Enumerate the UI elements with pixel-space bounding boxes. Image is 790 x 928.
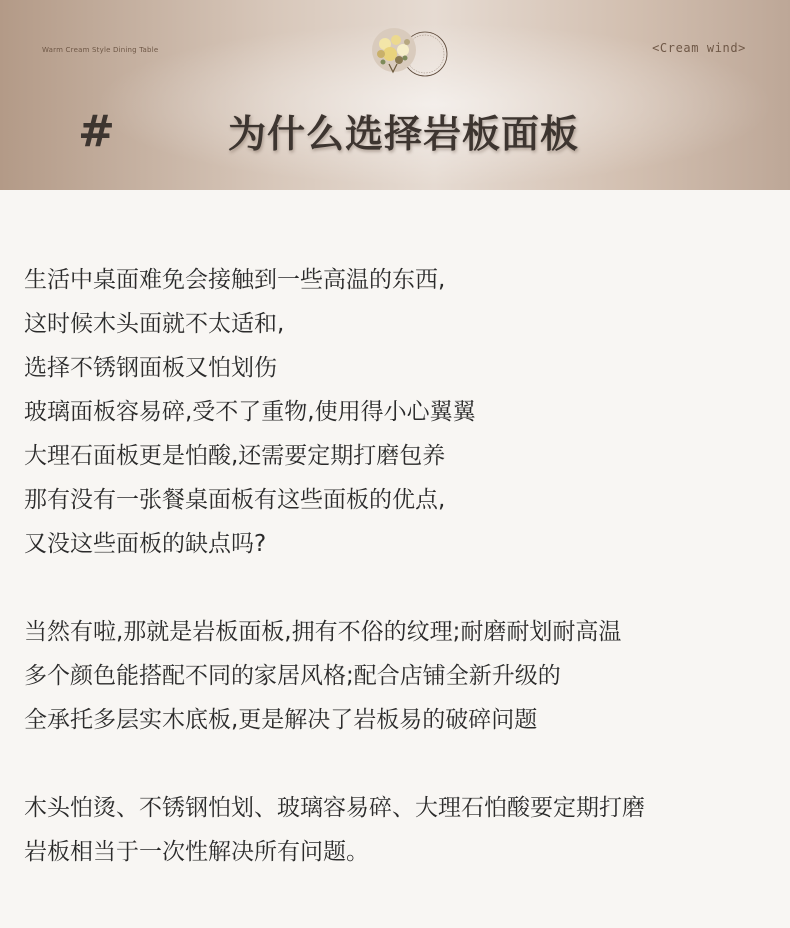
- article-body: [24, 258, 774, 874]
- text-line: 那有没有一张餐桌面板有这些面板的优点,: [24, 487, 446, 513]
- text-line: 选择不锈钢面板又怕划伤: [24, 355, 277, 381]
- hash-mark: #: [78, 106, 115, 157]
- text-line: 木头怕烫、不锈钢怕划、玻璃容易碎、大理石怕酸要定期打磨: [24, 795, 645, 821]
- paragraph-spacer: [24, 566, 774, 610]
- paragraph-solution: [24, 610, 774, 742]
- paragraph-spacer: [24, 742, 774, 786]
- text-line: 大理石面板更是怕酸,还需要定期打磨包养: [24, 443, 446, 469]
- text-line: 当然有啦,那就是岩板面板,拥有不俗的纹理;耐磨耐划耐高温: [24, 619, 622, 645]
- flower-bouquet-logo-icon: [363, 24, 453, 84]
- header-banner: [0, 0, 790, 190]
- text-line: 多个颜色能搭配不同的家居风格;配合店铺全新升级的: [24, 663, 561, 689]
- text-line: 玻璃面板容易碎,受不了重物,使用得小心翼翼: [24, 399, 476, 425]
- brand-tagline-right: <Cream wind>: [652, 41, 746, 55]
- text-line: 又没这些面板的缺点吗?: [24, 531, 267, 557]
- text-line: 全承托多层实木底板,更是解决了岩板易的破碎问题: [24, 707, 538, 733]
- paragraph-summary: [24, 786, 774, 874]
- text-line: 岩板相当于一次性解决所有问题。: [24, 839, 369, 865]
- paragraph-problems: [24, 258, 774, 566]
- text-line: 生活中桌面难免会接触到一些高温的东西,: [24, 267, 446, 293]
- brand-tagline-left: Warm Cream Style Dining Table: [42, 46, 159, 54]
- text-line: 这时候木头面就不太适和,: [24, 311, 285, 337]
- page-title: 为什么选择岩板面板: [228, 112, 580, 156]
